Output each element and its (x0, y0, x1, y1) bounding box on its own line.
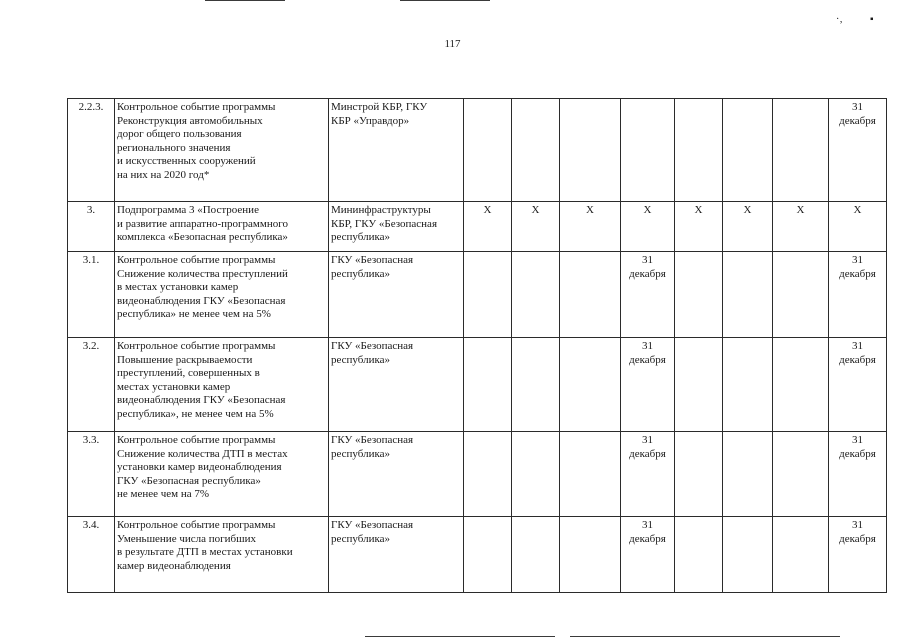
deadline-text: X (586, 204, 594, 216)
description-line: и искусственных сооружений (117, 155, 256, 167)
deadline-cell (773, 517, 829, 593)
row-number: 3. (68, 202, 115, 252)
description-line: Снижение количества ДТП в местах (117, 447, 288, 460)
deadline-cell (621, 99, 675, 202)
event-description (115, 202, 329, 252)
deadline-cell (773, 338, 829, 432)
deadline-text: X (796, 204, 805, 216)
deadline-cell (621, 338, 675, 432)
deadline-cell (464, 432, 512, 517)
event-description (115, 338, 329, 432)
deadline-cell (512, 252, 560, 338)
deadline-cell (621, 252, 675, 338)
deadline-cell (464, 202, 512, 252)
deadline-cell (675, 517, 723, 593)
executor-line: ГКУ «Безопасная (331, 519, 414, 531)
executor-line: Мининфраструктуры (331, 204, 431, 216)
executor-line: республика» (331, 267, 391, 280)
scan-artifact-bottom-left (365, 636, 555, 637)
deadline-cell (560, 432, 621, 517)
deadline-text: декабря (629, 532, 666, 545)
description-line: преступлений, совершенных в (117, 367, 260, 379)
description-line: Подпрограмма 3 «Построение (117, 204, 259, 216)
event-description (115, 252, 329, 338)
event-description (115, 99, 329, 202)
deadline-cell (829, 99, 887, 202)
deadline-text: 31 (852, 519, 863, 531)
deadline-cell (675, 99, 723, 202)
deadline-text: декабря (839, 532, 876, 545)
deadline-cell (464, 517, 512, 593)
deadline-text: X (531, 204, 540, 216)
executor-line: республика» (331, 231, 391, 243)
responsible-executor (329, 432, 464, 517)
deadline-text: X (853, 204, 862, 216)
deadline-text: декабря (629, 447, 666, 460)
deadline-text: декабря (629, 267, 666, 280)
deadline-cell (723, 517, 773, 593)
deadline-cell (829, 202, 887, 252)
executor-line: ГКУ «Безопасная (331, 254, 414, 266)
event-description (115, 517, 329, 593)
executor-line: республика» (331, 447, 391, 460)
responsible-executor (329, 252, 464, 338)
deadline-text: X (743, 204, 752, 216)
executor-line: ГКУ «Безопасная (331, 340, 414, 352)
deadline-text: 31 (642, 519, 653, 531)
deadline-text: X (694, 204, 703, 216)
executor-line: Минстрой КБР, ГКУ (331, 101, 428, 113)
description-line: республика» не менее чем на 5% (117, 308, 271, 320)
deadline-cell (512, 338, 560, 432)
description-line: регионального значения (117, 141, 231, 154)
deadline-cell (464, 252, 512, 338)
deadline-cell (675, 202, 723, 252)
deadline-cell (560, 99, 621, 202)
description-line: Реконструкция автомобильных (117, 114, 263, 127)
description-line: ГКУ «Безопасная республика» (117, 474, 261, 487)
deadline-cell (723, 252, 773, 338)
deadline-text: 31 (642, 434, 653, 446)
deadline-text: 31 (852, 254, 863, 266)
description-line: Контрольное событие программы (117, 101, 276, 113)
deadline-text: декабря (839, 353, 876, 366)
table-row (68, 517, 887, 593)
table-row (68, 338, 887, 432)
deadline-cell (675, 338, 723, 432)
deadline-text: 31 (852, 434, 863, 446)
table-row (68, 252, 887, 338)
responsible-executor (329, 338, 464, 432)
description-line: комплекса «Безопасная республика» (117, 231, 288, 243)
deadline-text: X (643, 204, 652, 216)
deadline-cell (560, 202, 621, 252)
events-table (67, 98, 887, 593)
deadline-cell (723, 202, 773, 252)
executor-line: КБР «Управдор» (331, 114, 410, 127)
deadline-cell (560, 252, 621, 338)
deadline-text: декабря (839, 447, 876, 460)
deadline-cell (560, 517, 621, 593)
deadline-cell (512, 432, 560, 517)
deadline-cell (621, 202, 675, 252)
deadline-text: 31 (852, 101, 863, 113)
deadline-text: декабря (629, 353, 666, 366)
deadline-cell (560, 338, 621, 432)
description-line: видеонаблюдения ГКУ «Безопасная (117, 394, 286, 406)
executor-line: республика» (331, 353, 391, 366)
deadline-text: декабря (839, 114, 876, 127)
description-line: не менее чем на 7% (117, 488, 210, 500)
deadline-cell (621, 432, 675, 517)
deadline-cell (829, 338, 887, 432)
description-line: Снижение количества преступлений (117, 267, 288, 280)
deadline-cell (675, 432, 723, 517)
deadline-text: декабря (839, 267, 876, 280)
executor-line: республика» (331, 532, 391, 545)
deadline-text: 31 (642, 254, 653, 266)
scan-artifact-top-center (400, 0, 490, 1)
deadline-cell (773, 99, 829, 202)
description-line: Контрольное событие программы (117, 254, 276, 266)
deadline-cell (723, 432, 773, 517)
event-description (115, 432, 329, 517)
deadline-text: 31 (852, 340, 863, 352)
deadline-cell (829, 517, 887, 593)
description-line: Контрольное событие программы (117, 519, 276, 531)
executor-line: КБР, ГКУ «Безопасная (331, 217, 438, 230)
deadline-cell (512, 99, 560, 202)
row-number: 3.1. (68, 252, 115, 338)
description-line: видеонаблюдения ГКУ «Безопасная (117, 294, 286, 307)
description-line: Уменьшение числа погибших (117, 532, 256, 545)
row-number: 2.2.3. (68, 99, 115, 202)
deadline-cell (512, 517, 560, 593)
deadline-cell (675, 252, 723, 338)
executor-line: ГКУ «Безопасная (331, 434, 414, 446)
table-row (68, 432, 887, 517)
description-line: Повышение раскрываемости (117, 353, 253, 366)
page-number: 117 (444, 38, 461, 50)
deadline-cell (723, 99, 773, 202)
table-row (68, 202, 887, 252)
scan-artifact-top-left (205, 0, 285, 1)
deadline-text: 31 (642, 340, 653, 352)
deadline-cell (829, 252, 887, 338)
description-line: республика», не менее чем на 5% (117, 407, 274, 420)
scan-dot-mark-2: ▪ (870, 14, 874, 25)
deadline-cell (621, 517, 675, 593)
description-line: Контрольное событие программы (117, 340, 276, 352)
description-line: и развитие аппаратно-программного (117, 217, 288, 230)
scan-artifact-bottom-right (570, 636, 840, 637)
description-line: камер видеонаблюдения (117, 559, 231, 572)
description-line: в местах установки камер (117, 281, 239, 293)
deadline-cell (829, 432, 887, 517)
events-table-body (68, 99, 887, 593)
description-line: дорог общего пользования (117, 128, 242, 140)
responsible-executor (329, 99, 464, 202)
description-line: установки камер видеонаблюдения (117, 461, 282, 473)
scan-dot-mark: ·‚ (836, 14, 843, 25)
deadline-cell (773, 252, 829, 338)
deadline-cell (773, 202, 829, 252)
row-number: 3.4. (68, 517, 115, 593)
deadline-cell (512, 202, 560, 252)
responsible-executor (329, 202, 464, 252)
row-number: 3.3. (68, 432, 115, 517)
description-line: Контрольное событие программы (117, 434, 276, 446)
description-line: местах установки камер (117, 380, 231, 393)
deadline-cell (464, 99, 512, 202)
description-line: на них на 2020 год* (117, 168, 210, 181)
deadline-cell (773, 432, 829, 517)
responsible-executor (329, 517, 464, 593)
deadline-text: X (483, 204, 492, 216)
deadline-cell (464, 338, 512, 432)
deadline-cell (723, 338, 773, 432)
row-number: 3.2. (68, 338, 115, 432)
description-line: в результате ДТП в местах установки (117, 546, 293, 558)
table-row (68, 99, 887, 202)
